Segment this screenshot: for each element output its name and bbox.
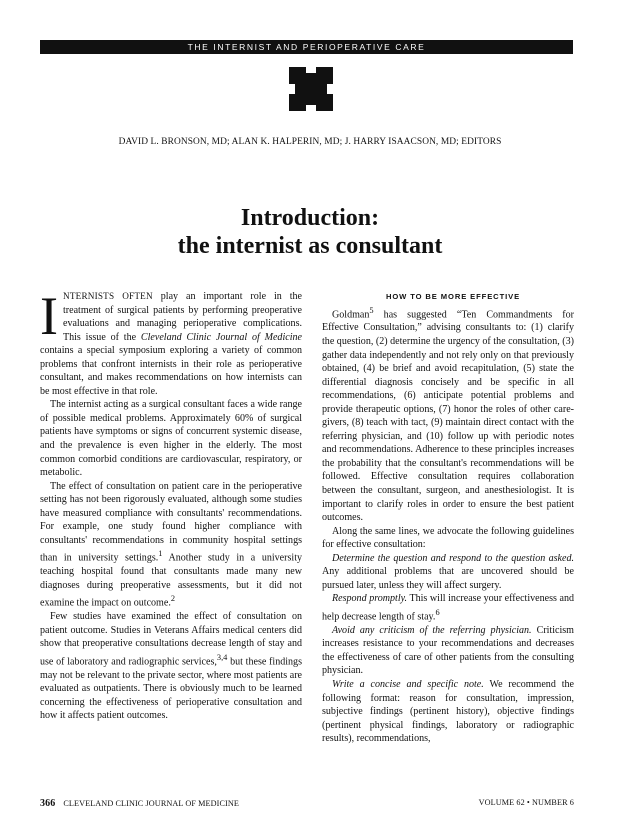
paragraph xyxy=(40,480,302,611)
guideline-title: Write a concise and specific note. xyxy=(332,679,484,690)
text: Few studies have examined the effect of consultation on patient outcome. Studies in Veterans Affairs medical centers did show that preoperative consultations decrease length of stay and use of laboratory and radiographic services, xyxy=(40,611,302,668)
section-heading: HOW TO BE MORE EFFECTIVE xyxy=(385,292,521,301)
text: Criticism increases resistance to your recommendations and decreases the effectiveness of care of other patients from the consulting physician. xyxy=(322,624,574,677)
reference: 3,4 xyxy=(216,652,228,662)
journal-name: Cleveland Clinic Journal of Medicine xyxy=(140,331,302,343)
text: contains a special symposium exploring a variety of common problems that confront internists in their role as perioperative consultant, and makes recommendations on how internists can be most effective in that role. xyxy=(40,345,302,397)
text: Another study in a university teaching hospital found that consultants made many new diagnoses during preoperative assessments, but it did not examine the impact on outcome. xyxy=(40,552,303,609)
reference: 1 xyxy=(158,549,163,559)
article-title xyxy=(40,204,580,260)
guideline-title: Avoid any criticism of the referring physician. xyxy=(332,624,532,636)
paragraph: The internist acting as a surgical consultant faces a wide range of possible medical problems. Approximately 60% of surgical patients have symptoms or signs of concurrent systemic disease, and the prevalence is even higher in the elderly. The most common comorbid conditions are cardiovascular, respiratory, or metabolic. xyxy=(40,399,302,479)
text: The effect of consultation on patient care in the perioperative setting has not been rigorously evaluated, although some studies have measured compliance with consultants' recommendations. For example, one study found higher compliance with consultants' recommendations in community hospital settings than in university settings. xyxy=(40,480,302,564)
reference: 2 xyxy=(170,594,176,604)
journal-footer: CLEVELAND CLINIC JOURNAL OF MEDICINE xyxy=(63,799,239,808)
paragraph xyxy=(322,304,574,525)
section-banner: THE INTERNIST AND PERIOPERATIVE CARE xyxy=(40,40,573,54)
paragraph xyxy=(322,592,574,623)
paragraph xyxy=(322,678,574,746)
paragraph xyxy=(322,624,574,678)
editors-line: DAVID L. BRONSON, MD; ALAN K. HALPERIN, MD; J. HARRY ISAACSON, MD; EDITORS xyxy=(118,137,502,147)
lead-caps: NTERNISTS OFTEN xyxy=(62,291,153,301)
footer-left xyxy=(40,798,239,809)
text: but these findings may not be relevant to the private sector, where most patients are evaluated as outpatients. There is obviously much to be learned concerning the effectiveness of perioperative consultation and how it affects patient outcomes. xyxy=(40,656,302,722)
title-line-1: Introduction: xyxy=(240,205,380,231)
text: play an important role in the treatment of surgical patients by performing preoperative evaluations and managing perioperative complications. This issue of the xyxy=(62,291,302,343)
text: This will increase your effectiveness and help decrease length of stay. xyxy=(322,593,574,623)
paragraph xyxy=(40,286,302,398)
title-line-2: the internist as consultant xyxy=(177,233,443,259)
paragraph xyxy=(40,610,302,723)
left-column xyxy=(40,286,303,723)
paragraph: Along the same lines, we advocate the following guidelines for effective consultation: xyxy=(322,525,574,551)
page-number: 366 xyxy=(40,798,56,809)
journal-logo-icon xyxy=(286,64,336,114)
drop-cap: I xyxy=(40,286,58,346)
reference: 5 xyxy=(369,305,374,315)
paragraph xyxy=(322,552,574,593)
guideline-title: Respond promptly. xyxy=(332,593,408,605)
text: Any additional problems that are uncovered should be pursued later, unless they will affect surgery. xyxy=(322,566,574,591)
text: Goldman xyxy=(332,308,370,320)
text: has suggested “Ten Commandments for Effective Consultation,” advising consultants to: (1) clarify the question, (2) determine the urgency of the consultation, (3) gather data independently and not rely only on that previously obtained, (4) be brief and avoid recapitulation, (5) state the differential diagnosis concisely and be specific in all recommendations, (6) anticipate potential problems and provide therapeutic options, (7) honor the roles of other care-givers, (8) teach with tact, (9) maintain direct contact with the referring physician, and (10) follow up with periodic notes and recommendations. Adherence to these principles increases the probability that the consultant's recommendations will be followed. Effective consultation requires collaboration between the consultant, surgeon, and anesthesiologist. It is important to clarify roles in order to ensure the best patient outcomes. xyxy=(322,308,574,524)
right-column xyxy=(322,290,574,746)
footer-volume: VOLUME 62 • NUMBER 6 xyxy=(478,798,574,807)
reference: 6 xyxy=(435,607,440,617)
guideline-title: Determine the question and respond to the question asked. xyxy=(332,552,574,564)
text: We recommend the following format: reason for consultation, impression, subjective findings (pertinent history), objective findings (pertinent physical findings, laboratory or radiographic results), recommendations, xyxy=(322,679,574,745)
